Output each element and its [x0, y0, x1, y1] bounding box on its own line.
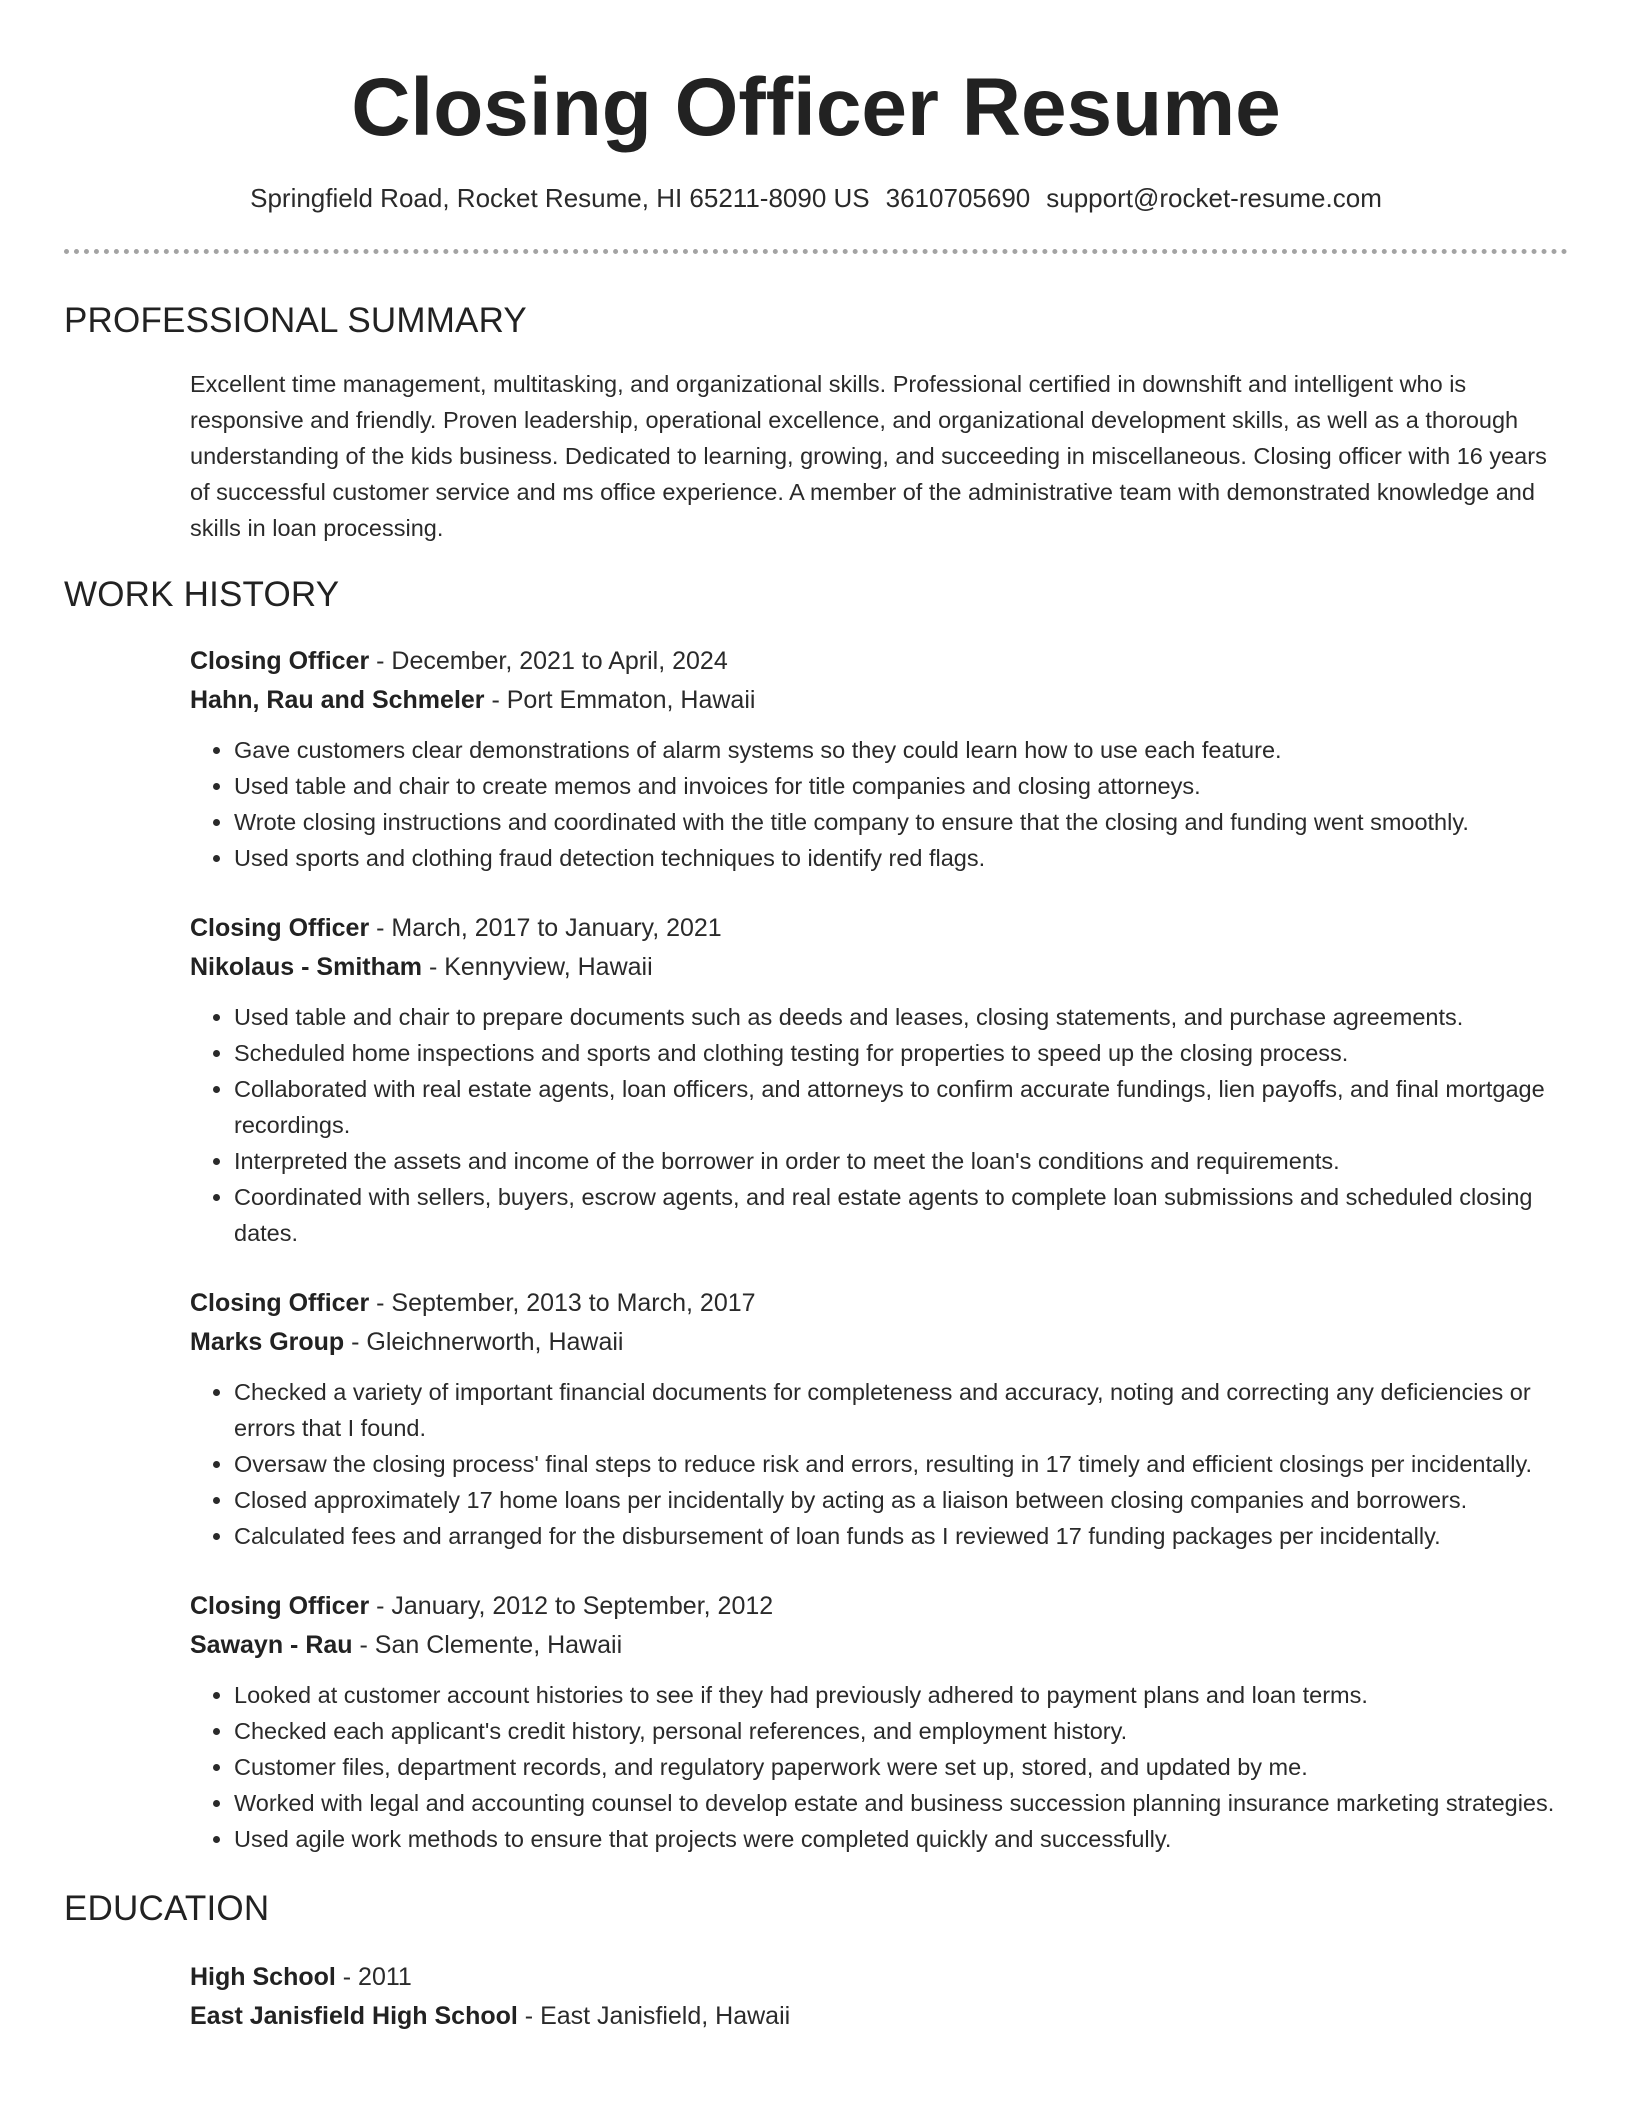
job-company: Nikolaus - Smitham: [190, 953, 422, 981]
job-location: - San Clemente, Hawaii: [352, 1631, 623, 1659]
job-bullet: • Used table and chair to prepare documents such as deeds and leases, closing statements, and purchase agreements.: [234, 999, 1568, 1035]
job-company-line: [190, 1323, 1568, 1362]
summary-text: Excellent time management, multitasking, and organizational skills. Professional certified in downshift and intelligent who is responsive and friendly. Proven leadership, operational excellence, and organizational development skills, as well as a thorough understanding of the kids business. Dedicated to learning, growing, and succeeding in miscellaneous. Closing officer with 16 years of successful customer service and ms office experience. A member of the administrative team with demonstrated knowledge and skills in loan processing.: [190, 371, 1547, 541]
job-location: - Gleichnerworth, Hawaii: [344, 1328, 624, 1356]
job-company: Marks Group: [190, 1328, 345, 1356]
contact-phone: 3610705690: [885, 183, 1031, 213]
job-company-line: [190, 1626, 1568, 1665]
section-title-education: EDUCATION: [64, 1889, 270, 1928]
job-role: Closing Officer: [190, 1289, 370, 1317]
education-degree: High School: [190, 1963, 336, 1991]
job-role: Closing Officer: [190, 914, 370, 942]
contact-line: [64, 181, 1568, 215]
job-company: Hahn, Rau and Schmeler: [190, 686, 485, 714]
section-title-summary: PROFESSIONAL SUMMARY: [64, 301, 527, 340]
job-dates: - September, 2013 to March, 2017: [369, 1289, 756, 1317]
job-bullet: • Wrote closing instructions and coordinated with the title company to ensure that the closing and funding went smoothly.: [234, 804, 1568, 840]
job-company: Sawayn - Rau: [190, 1631, 353, 1659]
job-bullet: • Checked a variety of important financial documents for completeness and accuracy, noting and correcting any deficiencies or errors that I found.: [234, 1374, 1568, 1446]
job-bullet: • Used table and chair to create memos and invoices for title companies and closing attorneys.: [234, 768, 1568, 804]
job-bullet: • Closed approximately 17 home loans per incidentally by acting as a liaison between closing companies and borrowers.: [234, 1482, 1568, 1518]
job-location: - Kennyview, Hawaii: [422, 953, 653, 981]
job-bullet: • Customer files, department records, and regulatory paperwork were set up, stored, and updated by me.: [234, 1749, 1568, 1785]
job-role: Closing Officer: [190, 647, 370, 675]
job-bullet: • Oversaw the closing process' final steps to reduce risk and errors, resulting in 17 timely and efficient closings per incidentally.: [234, 1446, 1568, 1482]
job-entry: [190, 1587, 1568, 1857]
job-bullet: • Gave customers clear demonstrations of alarm systems so they could learn how to use each feature.: [234, 732, 1568, 768]
contact-address: Springfield Road, Rocket Resume, HI 65211-8090 US: [250, 183, 870, 213]
job-bullets: [190, 999, 1568, 1251]
resume-page: [64, 0, 1568, 2036]
job-entry: [190, 909, 1568, 1251]
header-divider: [64, 249, 1568, 254]
job-bullet: • Scheduled home inspections and sports and clothing testing for properties to speed up the closing process.: [234, 1035, 1568, 1071]
job-bullets: [190, 732, 1568, 876]
job-company-line: [190, 948, 1568, 987]
education-school: East Janisfield High School: [190, 2002, 518, 2030]
job-bullet: • Calculated fees and arranged for the disbursement of loan funds as I reviewed 17 funding packages per incidentally.: [234, 1518, 1568, 1554]
job-bullet: • Used sports and clothing fraud detection techniques to identify red flags.: [234, 840, 1568, 876]
education-degree-line: [190, 1958, 1568, 1997]
job-role-line: [190, 642, 1568, 681]
education-entry: [190, 1958, 1568, 2036]
contact-email: support@rocket-resume.com: [1046, 183, 1382, 213]
job-bullet: • Checked each applicant's credit history, personal references, and employment history.: [234, 1713, 1568, 1749]
education-year: - 2011: [335, 1963, 412, 1991]
job-role-line: [190, 909, 1568, 948]
job-entry: [190, 642, 1568, 876]
job-bullet: • Used agile work methods to ensure that projects were completed quickly and successfully.: [234, 1821, 1568, 1857]
job-dates: - December, 2021 to April, 2024: [369, 647, 728, 675]
job-bullets: [190, 1374, 1568, 1554]
job-dates: - January, 2012 to September, 2012: [369, 1592, 774, 1620]
job-bullet: • Interpreted the assets and income of the borrower in order to meet the loan's conditions and requirements.: [234, 1143, 1568, 1179]
job-location: - Port Emmaton, Hawaii: [484, 686, 756, 714]
education-location: - East Janisfield, Hawaii: [517, 2002, 791, 2030]
job-bullet: • Coordinated with sellers, buyers, escrow agents, and real estate agents to complete loan submissions and scheduled closing dates.: [234, 1179, 1568, 1251]
resume-title: Closing Officer Resume: [351, 62, 1281, 153]
job-role: Closing Officer: [190, 1592, 370, 1620]
job-bullet: • Collaborated with real estate agents, loan officers, and attorneys to confirm accurate fundings, lien payoffs, and final mortgage recordings.: [234, 1071, 1568, 1143]
job-dates: - March, 2017 to January, 2021: [369, 914, 722, 942]
job-role-line: [190, 1284, 1568, 1323]
job-bullet: • Looked at customer account histories to see if they had previously adhered to payment plans and loan terms.: [234, 1677, 1568, 1713]
education-school-line: [190, 1997, 1568, 2036]
job-company-line: [190, 681, 1568, 720]
job-bullets: [190, 1677, 1568, 1857]
job-entry: [190, 1284, 1568, 1554]
job-bullet: • Worked with legal and accounting counsel to develop estate and business succession planning insurance marketing strategies.: [234, 1785, 1568, 1821]
section-title-work-history: WORK HISTORY: [64, 575, 340, 614]
job-role-line: [190, 1587, 1568, 1626]
